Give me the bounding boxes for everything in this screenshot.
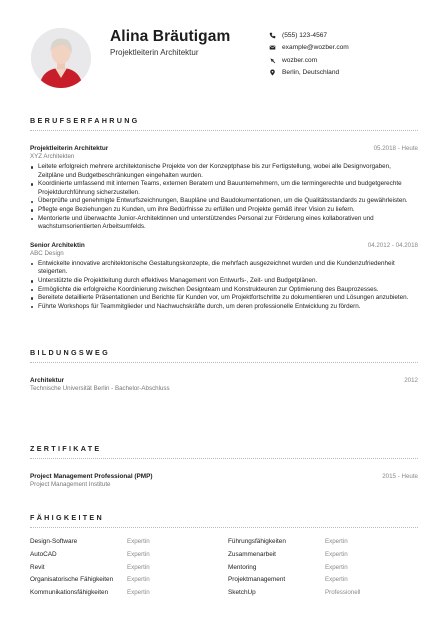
contact-email-text: example@wozber.com	[282, 44, 349, 52]
skill-level: Expertin	[325, 576, 348, 584]
certificates-section	[30, 444, 418, 488]
list-item: Mentorierte und überwachte Junior-Architektinnen und unterstützendes Personal zur Förderung eines kollaborativen und wachstumsorientierten Arbeitsumfelds.	[30, 215, 418, 232]
skill-level: Expertin	[127, 550, 150, 558]
skill-name: Design-Software	[30, 538, 78, 545]
list-item: Ermöglichte die erfolgreiche Koordinierung zwischen Designteam und Konstrukteuren zur Optimierung des Bauprozesses.	[30, 286, 418, 295]
education-entry	[30, 377, 418, 392]
link-icon	[268, 56, 276, 64]
contact-location-text: Berlin, Deutschland	[282, 69, 340, 77]
certificate-entry	[30, 473, 418, 488]
contact-website[interactable]	[268, 54, 438, 67]
job-date: 04.2012 - 04.2018	[367, 241, 418, 249]
job-title: Projektleiterin Architektur	[30, 145, 109, 152]
company-name: ABC Design	[30, 249, 64, 257]
bullet-list	[30, 163, 418, 232]
location-icon	[268, 69, 276, 77]
list-item: Unterstützte die Projektleitung durch effektives Management von Entwurfs-, Zeit- und Budgetplänen.	[30, 277, 418, 286]
institution-name: Technische Universität Berlin - Bachelor-Abschluss	[30, 385, 170, 392]
education-section	[30, 348, 418, 392]
section-title: BERUFSERFAHRUNG	[30, 116, 418, 131]
contact-list	[268, 29, 438, 79]
phone-icon	[268, 31, 276, 39]
skill-level: Professionell	[325, 589, 361, 597]
skill-level: Expertin	[325, 550, 348, 558]
contact-phone-text: (555) 123-4567	[282, 31, 328, 39]
skills-section	[30, 513, 418, 600]
skill-name: Projektmanagement	[228, 576, 286, 584]
list-item: Führte Workshops für Teammitglieder und Nachwuchskräfte durch, um deren professionelle Entwicklung zu fördern.	[30, 303, 418, 312]
job-title: Senior Architektin	[30, 241, 85, 249]
skill-level: Expertin	[127, 563, 150, 571]
list-item: Koordinierte umfassend mit internen Teams, externen Beratern und Bauunternehmern, um die termingerechte und budgetgerechte Projektdurchführung sicherzustellen.	[30, 180, 418, 197]
skill-level: Expertin	[127, 589, 150, 597]
list-item: Leitete erfolgreich mehrere architektonische Projekte von der Konzeptphase bis zur Fertigstellung, wobei alle Designvorgaben, Zeitpläne und Budgetbeschränkungen eingehalten wurden.	[30, 163, 418, 180]
skill-name: Mentoring	[228, 563, 257, 571]
candidate-role: Projektleiterin Architektur	[110, 48, 199, 57]
certificate-date: 2015 - Heute	[382, 473, 418, 480]
section-title: ZERTIFIKATE	[30, 444, 418, 459]
skill-name: Kommunikationsfähigkeiten	[30, 589, 109, 597]
section-title: BILDUNGSWEG	[30, 348, 418, 363]
contact-location	[268, 67, 438, 80]
email-icon	[268, 44, 276, 52]
contact-email[interactable]	[268, 42, 438, 55]
resume-header	[0, 0, 448, 100]
candidate-name: Alina Bräutigam	[110, 28, 231, 45]
section-title: FÄHIGKEITEN	[30, 513, 418, 528]
skill-name: AutoCAD	[30, 550, 57, 558]
skill-level: Expertin	[325, 563, 348, 571]
experience-entry	[30, 242, 418, 312]
education-date: 2012	[404, 377, 418, 384]
certificate-issuer: Project Management Institute	[30, 481, 111, 488]
contact-website-text: wozber.com	[282, 56, 318, 64]
skill-name: Revit	[30, 563, 45, 571]
degree-title: Architektur	[30, 377, 65, 384]
list-item: Entwickelte innovative architektonische Gestaltungskonzepte, die mehrfach ausgezeichnet wurden und die Kundenzufriedenheit steigerten.	[30, 260, 418, 277]
skill-level: Expertin	[325, 538, 348, 545]
skill-name: SketchUp	[228, 589, 256, 597]
bullet-list	[30, 260, 418, 312]
skill-level: Expertin	[127, 538, 150, 545]
experience-entry	[30, 145, 418, 232]
contact-phone	[268, 29, 438, 42]
profile-photo	[31, 28, 91, 88]
company-name: XYZ Architekten	[30, 153, 75, 160]
list-item: Bereitete detaillierte Präsentationen und Berichte für Kunden vor, um Projektfortschritte zu dokumentieren und Lösungen anzubieten.	[30, 294, 418, 303]
list-item: Überprüfte und genehmigte Entwurfszeichnungen, Baupläne und Baudokumentationen, um die Qualitätsstandards zu gewährleisten.	[30, 197, 418, 206]
skill-name: Führungsfähigkeiten	[228, 538, 286, 545]
avatar	[31, 28, 91, 88]
job-date: 05.2018 - Heute	[373, 145, 418, 152]
experience-section	[30, 116, 418, 311]
certificate-title: Project Management Professional (PMP)	[30, 473, 153, 480]
skills-grid	[30, 536, 418, 600]
skill-name: Zusammenarbeit	[228, 550, 276, 558]
list-item: Pflegte enge Beziehungen zu Kunden, um ihre Bedürfnisse zu erfüllen und Projekte gemäß ihrer Vision zu liefern.	[30, 206, 418, 215]
skill-level: Expertin	[127, 576, 150, 584]
skill-name: Organisatorische Fähigkeiten	[30, 576, 114, 584]
